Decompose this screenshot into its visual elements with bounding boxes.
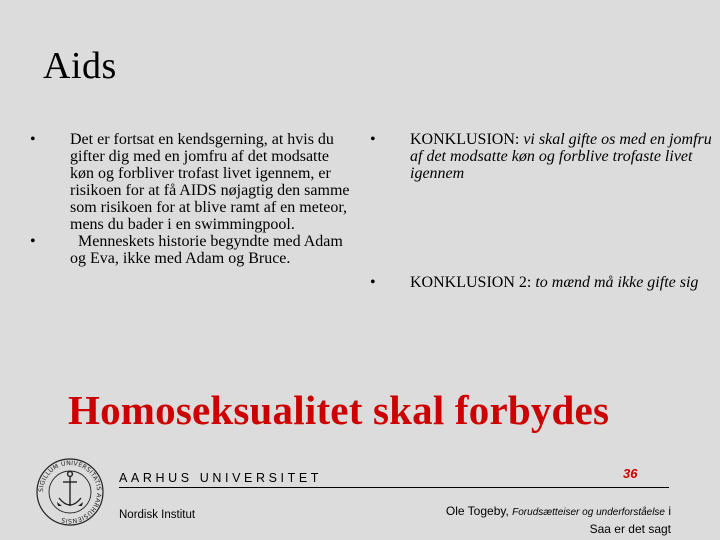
right-bullet-1 (370, 131, 720, 182)
slide-title: Aids (43, 45, 117, 87)
work-title: Forudsætteiser og underforståelse (512, 507, 665, 518)
bullet-dot: • (370, 131, 376, 148)
conclusion-1-label: KONKLUSION: (410, 131, 524, 148)
bullet-dot: • (30, 131, 36, 148)
conclusion-1-text: vi skal gifte os med en jomfru af det modsatte køn og forblive trofaste livet igennem (410, 131, 712, 182)
aarhus-university-seal-icon (36, 458, 104, 526)
page-number: 36 (623, 466, 638, 481)
headline: Homoseksualitet skal forbydes (68, 387, 610, 433)
svg-text:SIGILLUM UNIVERSITATIS AARHUSI: SIGILLUM UNIVERSITATIS AARHUSIENSIS (37, 459, 103, 525)
conclusion-2-label: KONKLUSION 2: (410, 274, 536, 291)
conclusion-2-text: to mænd må ikke gifte sig (535, 274, 699, 291)
bullet-dot: • (370, 274, 376, 291)
credit-line-1 (446, 503, 671, 521)
university-name: AARHUS UNIVERSITET (119, 471, 323, 485)
author: Ole Togeby, (445, 504, 513, 518)
left-bullet-1 (30, 131, 350, 233)
bullet-dot: • (30, 233, 36, 250)
left-bullet-2 (30, 233, 350, 267)
credit-line-2: Saa er det sagt (589, 522, 671, 536)
institute-name: Nordisk Institut (119, 509, 196, 521)
left-bullet-2-text: Menneskets historie begyndte med Adam og Eva, ikke med Adam og Bruce. (70, 233, 347, 267)
credit-line (446, 503, 671, 537)
footer-divider (119, 487, 669, 488)
right-bullet-2 (370, 274, 720, 291)
left-bullet-1-text: Det er fortsat en kendsgerning, at hvis du gifter dig med en jomfru af det modsatte køn og forbliver trofast livet igennem, er risikoen for at få AIDS nøjagtig den samme som risikoen for at blive ramt af en meteor, mens du bader i en swimmingpool. (70, 131, 350, 233)
left-column (30, 131, 350, 267)
work-tail: i (665, 504, 671, 518)
